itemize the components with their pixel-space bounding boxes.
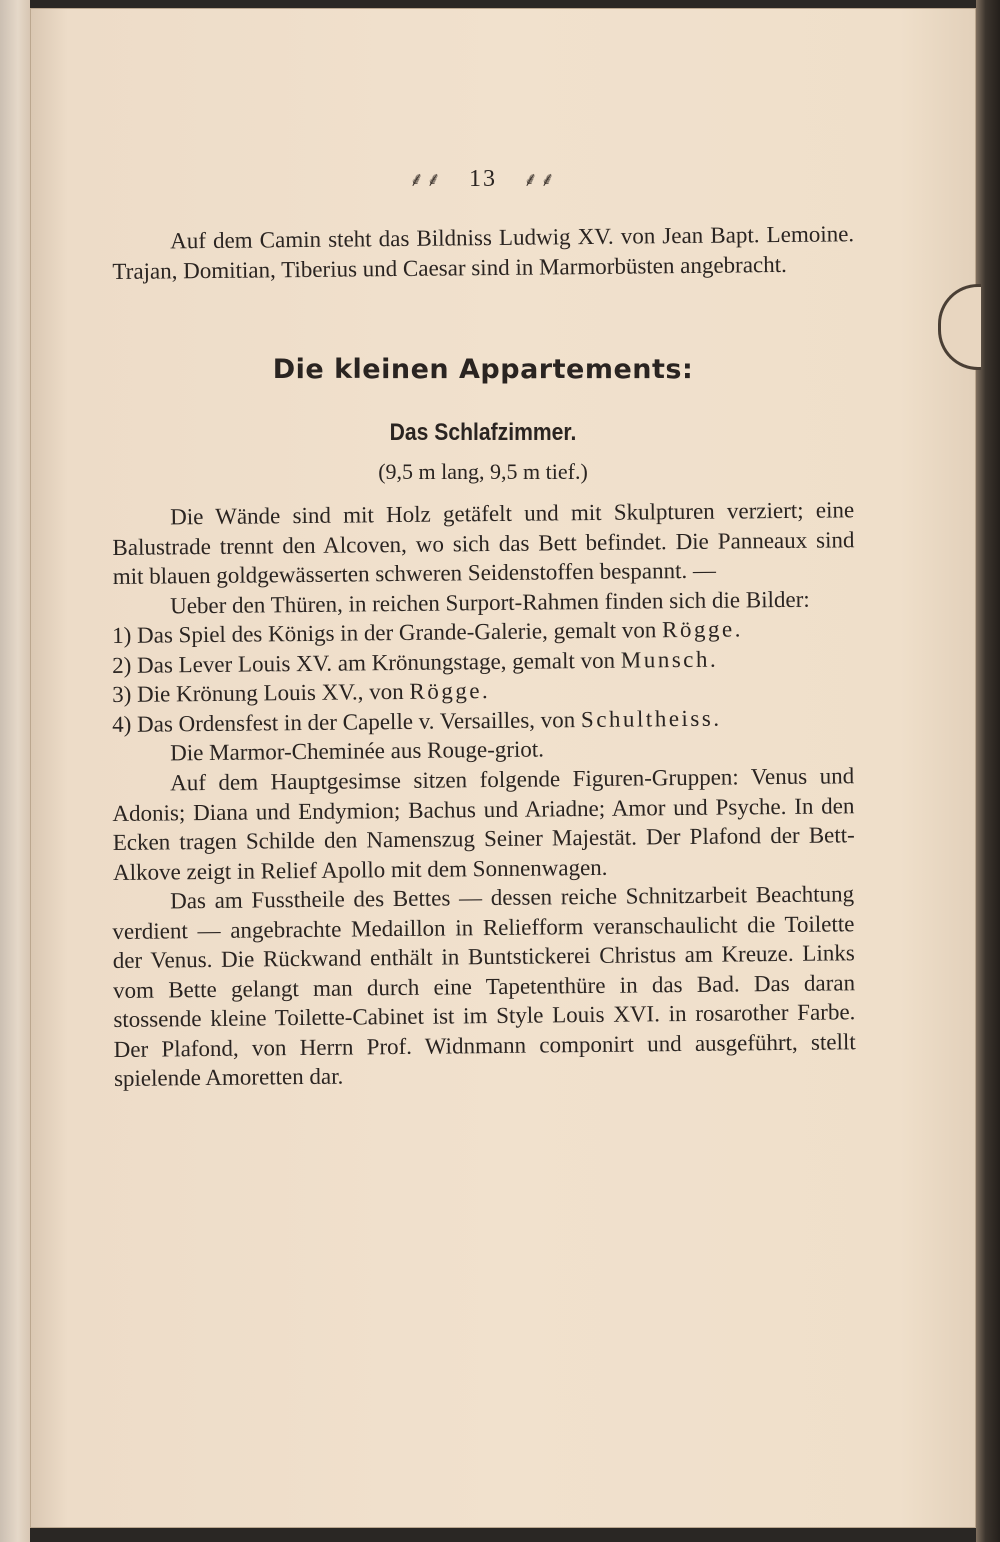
paragraph-walls: Die Wände sind mit Holz getäfelt und mit Skulpturen verziert; eine Balustrade trennt den Alcoven, wo sich das Bett befindet. Die Panneaux sind mit blauen goldgewässerten schweren Seidenstoffen bespannt. —	[112, 497, 855, 589]
list-item-text: Das Ordensfest in der Capelle v. Versailles, von	[136, 706, 576, 737]
paragraph-figures: Auf dem Hauptgesimse sitzen folgende Figuren-Gruppen: Venus und Adonis; Diana und Endymion; Bachus und Ariadne; Amor und Psyche. In den Ecken tragen Schilde den Namenszug Seiner Majestät. Der Plafond der Bett-Alkove zeigt in Relief Apollo mit dem Sonnenwagen.	[112, 762, 855, 884]
ornament-left-icon: ⸙⸙	[409, 169, 443, 191]
paragraph-pictures-intro: Ueber den Thüren, in reichen Surport-Rahmen finden sich die Bilder:	[170, 586, 810, 618]
list-item-number: 1)	[112, 622, 132, 648]
list-item-artist: Rögge.	[409, 678, 491, 704]
list-item-number: 2)	[112, 652, 132, 678]
ornament-right-icon: ⸙⸙	[523, 169, 557, 191]
intro-paragraph: Auf dem Camin steht das Bildniss Ludwig XV. von Jean Bapt. Lemoine. Trajan, Domitian, Tiberius und Caesar sind in Marmorbüsten angebracht.	[112, 221, 855, 284]
binding-edge	[976, 0, 1000, 1542]
list-item-text: Das Spiel des Königs in der Grande-Galerie, gemalt von	[136, 617, 657, 648]
list-item-text: Das Lever Louis XV. am Krönungstage, gemalt von	[136, 647, 616, 678]
section-title: Die kleinen Appartements:	[272, 354, 694, 385]
subsection-title: Das Schlafzimmer.	[389, 419, 577, 446]
picture-list	[112, 616, 854, 739]
list-item-number: 3)	[112, 681, 132, 707]
paragraph-medaillon: Das am Fusstheile des Bettes — dessen reiche Schnitzarbeit Beachtung verdient — angebrachte Medaillon in Reliefform veranschaulicht die Toilette der Venus. Die Rückwand enthält in Buntstickerei Christus am Kreuze. Links vom Bette gelangt man durch eine Tapetenthüre in das Bad. Das daran stossende kleine Toilette-Cabinet ist im Style Louis XVI. in rosarother Farbe. Der Plafond, von Herrn Prof. Widnmann componirt und ausgeführt, stellt spielende Amoretten dar.	[112, 880, 856, 1091]
list-item-text: Die Krönung Louis XV., von	[136, 678, 404, 707]
list-item-artist: Munsch.	[620, 646, 719, 673]
list-item-artist: Rögge.	[661, 616, 744, 643]
page-content	[112, 165, 854, 1093]
page-header	[112, 165, 854, 193]
room-dimensions: (9,5 m lang, 9,5 m tief.)	[378, 459, 588, 484]
list-item-artist: Schultheiss.	[580, 705, 722, 732]
list-item-number: 4)	[112, 711, 132, 737]
paragraph-cheminee: Die Marmor-Cheminée aus Rouge-griot.	[170, 736, 545, 766]
page-number: 13	[469, 166, 497, 192]
left-page-strip	[0, 0, 30, 1542]
